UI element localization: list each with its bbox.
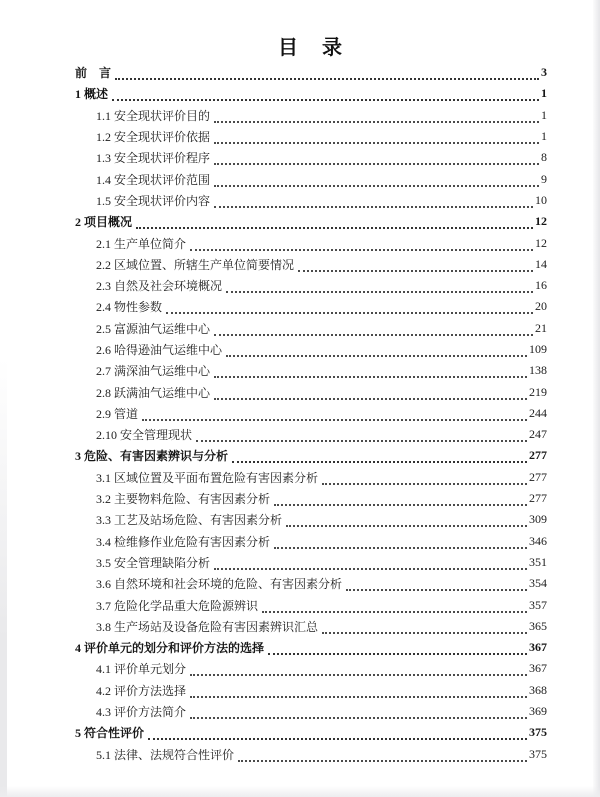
toc-entry-page: 1 [541, 107, 547, 122]
toc-entry[interactable] [75, 467, 547, 488]
toc-entry-label: 1.4 安全现状评价范围 [96, 172, 211, 187]
toc-entry-page: 357 [529, 597, 547, 612]
toc-entry-page: 354 [529, 576, 547, 591]
toc-entry-label: 3.8 生产场站及设备危险有害因素辨识汇总 [96, 619, 319, 634]
toc-entry-page: 375 [529, 746, 547, 761]
toc-leader-dots [226, 278, 533, 293]
toc-entry-page: 375 [529, 725, 547, 740]
toc-leader-dots [196, 427, 527, 442]
toc-entry-label: 2.4 物性参数 [96, 300, 163, 315]
toc-entry[interactable] [75, 232, 547, 253]
toc-entry-label: 前 言 [75, 66, 112, 81]
toc-entry[interactable] [75, 680, 547, 701]
toc-entry-page: 1 [541, 86, 547, 101]
toc-entry-label: 5 符合性评价 [75, 726, 145, 741]
toc-leader-dots [214, 129, 539, 144]
toc-entry-label: 3.7 危险化学品重大危险源辨识 [96, 598, 259, 613]
toc-leader-dots [214, 363, 527, 378]
toc-entry-label: 2.3 自然及社会环境概况 [96, 279, 223, 294]
toc-entry-label: 2.10 安全管理现状 [96, 428, 193, 443]
toc-leader-dots [148, 725, 527, 740]
page-title: 目 录 [278, 37, 344, 59]
toc-entry-label: 2.2 区域位置、所辖生产单位简要情况 [96, 257, 295, 272]
toc-entry[interactable] [75, 62, 547, 83]
toc-entry-label: 4.1 评价单元划分 [96, 662, 187, 677]
toc-leader-dots [214, 150, 539, 165]
page-edge-right [593, 0, 600, 797]
toc-entry[interactable] [75, 509, 547, 530]
toc-entry-page: 368 [529, 682, 547, 697]
toc-entry-page: 367 [529, 640, 547, 655]
toc-leader-dots [190, 236, 533, 251]
toc-entry-page: 12 [535, 235, 547, 250]
toc-entry[interactable] [75, 531, 547, 552]
toc-entry-page: 3 [541, 65, 547, 80]
toc-entry[interactable] [75, 318, 547, 339]
toc-entry-label: 1.5 安全现状评价内容 [96, 193, 211, 208]
toc-entry-label: 1 概述 [75, 87, 109, 102]
toc-entry-label: 2.6 哈得逊油气运维中心 [96, 343, 223, 357]
toc-entry-label: 3.1 区域位置及平面布置危险有害因素分析 [96, 470, 319, 485]
toc-leader-dots [190, 683, 527, 698]
toc-entry[interactable] [75, 211, 547, 232]
toc-entry-label: 2.9 管道 [96, 406, 139, 421]
toc-leader-dots [115, 65, 539, 80]
toc-leader-dots [190, 661, 527, 676]
toc-entry-page: 367 [529, 661, 547, 676]
toc-leader-dots [238, 747, 527, 762]
toc-leader-dots [190, 704, 527, 719]
toc-leader-dots [214, 321, 533, 336]
toc-entry-page: 20 [535, 299, 547, 314]
toc-entry-label: 1.3 安全现状评价程序 [96, 151, 211, 166]
toc-entry-page: 109 [529, 342, 547, 356]
toc-entry[interactable] [75, 488, 547, 509]
toc-entry[interactable] [75, 744, 547, 765]
toc-entry-page: 10 [535, 192, 547, 207]
toc-entry-label: 2 项目概况 [75, 215, 133, 230]
toc-list [75, 62, 547, 765]
toc-entry-page: 346 [529, 533, 547, 548]
toc-leader-dots [298, 257, 533, 272]
toc-entry[interactable] [75, 445, 547, 466]
toc-leader-dots [214, 108, 539, 123]
toc-leader-dots [226, 342, 527, 357]
toc-entry-label: 2.1 生产单位简介 [96, 236, 187, 251]
toc-entry-label: 4 评价单元的划分和评价方法的选择 [75, 641, 265, 656]
toc-entry-page: 9 [541, 171, 547, 186]
toc-entry[interactable] [75, 190, 547, 211]
toc-leader-dots [274, 534, 527, 549]
toc-entry-label: 3.3 工艺及站场危险、有害因素分析 [96, 513, 283, 528]
toc-entry-page: 277 [529, 491, 547, 506]
toc-leader-dots [232, 448, 527, 463]
document-page [7, 0, 593, 786]
toc-entry-label: 4.2 评价方法选择 [96, 683, 187, 698]
toc-leader-dots [214, 555, 527, 570]
toc-entry-page: 219 [529, 384, 547, 399]
toc-leader-dots [214, 193, 533, 208]
toc-entry-label: 3.6 自然环境和社会环境的危险、有害因素分析 [96, 577, 343, 592]
toc-leader-dots [286, 512, 527, 527]
toc-entry-label: 3.2 主要物料危险、有害因素分析 [96, 492, 271, 507]
page-edge-bottom [0, 786, 600, 797]
toc-leader-dots [214, 172, 539, 187]
toc-entry[interactable] [75, 722, 547, 743]
toc-entry[interactable] [75, 403, 547, 424]
toc-leader-dots [322, 619, 527, 634]
toc-entry-label: 1.2 安全现状评价依据 [96, 130, 211, 145]
toc-entry-label: 3 危险、有害因素辨识与分析 [75, 449, 229, 464]
toc-entry-page: 16 [535, 278, 547, 293]
toc-entry-page: 351 [529, 554, 547, 569]
toc-entry[interactable] [75, 424, 547, 445]
toc-entry[interactable] [75, 147, 547, 168]
toc-leader-dots [268, 640, 527, 655]
toc-entry[interactable] [75, 296, 547, 317]
toc-entry[interactable] [75, 658, 547, 679]
toc-leader-dots [142, 406, 527, 421]
toc-entry[interactable] [75, 126, 547, 147]
toc-entry-page: 277 [529, 469, 547, 484]
toc-entry[interactable] [75, 83, 547, 104]
toc-entry[interactable] [75, 339, 547, 360]
toc-entry[interactable] [75, 616, 547, 637]
toc-leader-dots [322, 470, 527, 485]
toc-entry-page: 309 [529, 512, 547, 527]
toc-leader-dots [214, 385, 527, 400]
toc-leader-dots [274, 491, 527, 506]
toc-entry[interactable] [75, 360, 547, 381]
toc-entry-page: 369 [529, 704, 547, 719]
toc-leader-dots [136, 214, 533, 229]
toc-entry-label: 4.3 评价方法简介 [96, 705, 187, 720]
toc-entry[interactable] [75, 168, 547, 189]
toc-entry-label: 3.5 安全管理缺陷分析 [96, 555, 211, 570]
toc-entry-page: 1 [541, 129, 547, 144]
toc-entry[interactable] [75, 552, 547, 573]
toc-entry-label: 5.1 法律、法规符合性评价 [96, 747, 235, 762]
toc-entry[interactable] [75, 275, 547, 296]
toc-leader-dots [346, 576, 527, 591]
toc-entry-page: 365 [529, 618, 547, 633]
toc-entry[interactable] [75, 105, 547, 126]
toc-entry-page: 138 [529, 363, 547, 378]
toc-leader-dots [166, 299, 533, 314]
toc-entry-page: 247 [529, 427, 547, 442]
toc-entry[interactable] [75, 381, 547, 402]
toc-entry-label: 2.5 富源油气运维中心 [96, 321, 211, 336]
toc-entry[interactable] [75, 573, 547, 594]
toc-entry-page: 14 [535, 256, 547, 271]
toc-entry-page: 8 [541, 150, 547, 165]
toc-leader-dots [262, 598, 527, 613]
toc-entry[interactable] [75, 701, 547, 722]
toc-entry-page: 21 [535, 320, 547, 335]
toc-entry-label: 3.4 检维修作业危险有害因素分析 [96, 534, 271, 549]
toc-entry-label: 1.1 安全现状评价目的 [96, 108, 211, 123]
toc-entry[interactable] [75, 254, 547, 275]
page-edge-left [0, 0, 7, 797]
toc-entry[interactable] [75, 637, 547, 658]
toc-leader-dots [112, 86, 539, 101]
toc-entry-page: 277 [529, 448, 547, 463]
toc-entry-label: 2.7 满深油气运维中心 [96, 364, 211, 379]
toc-entry-page: 244 [529, 405, 547, 420]
toc-entry-page: 12 [535, 214, 547, 229]
toc-entry[interactable] [75, 594, 547, 615]
toc-entry-label: 2.8 跃满油气运维中心 [96, 385, 211, 400]
